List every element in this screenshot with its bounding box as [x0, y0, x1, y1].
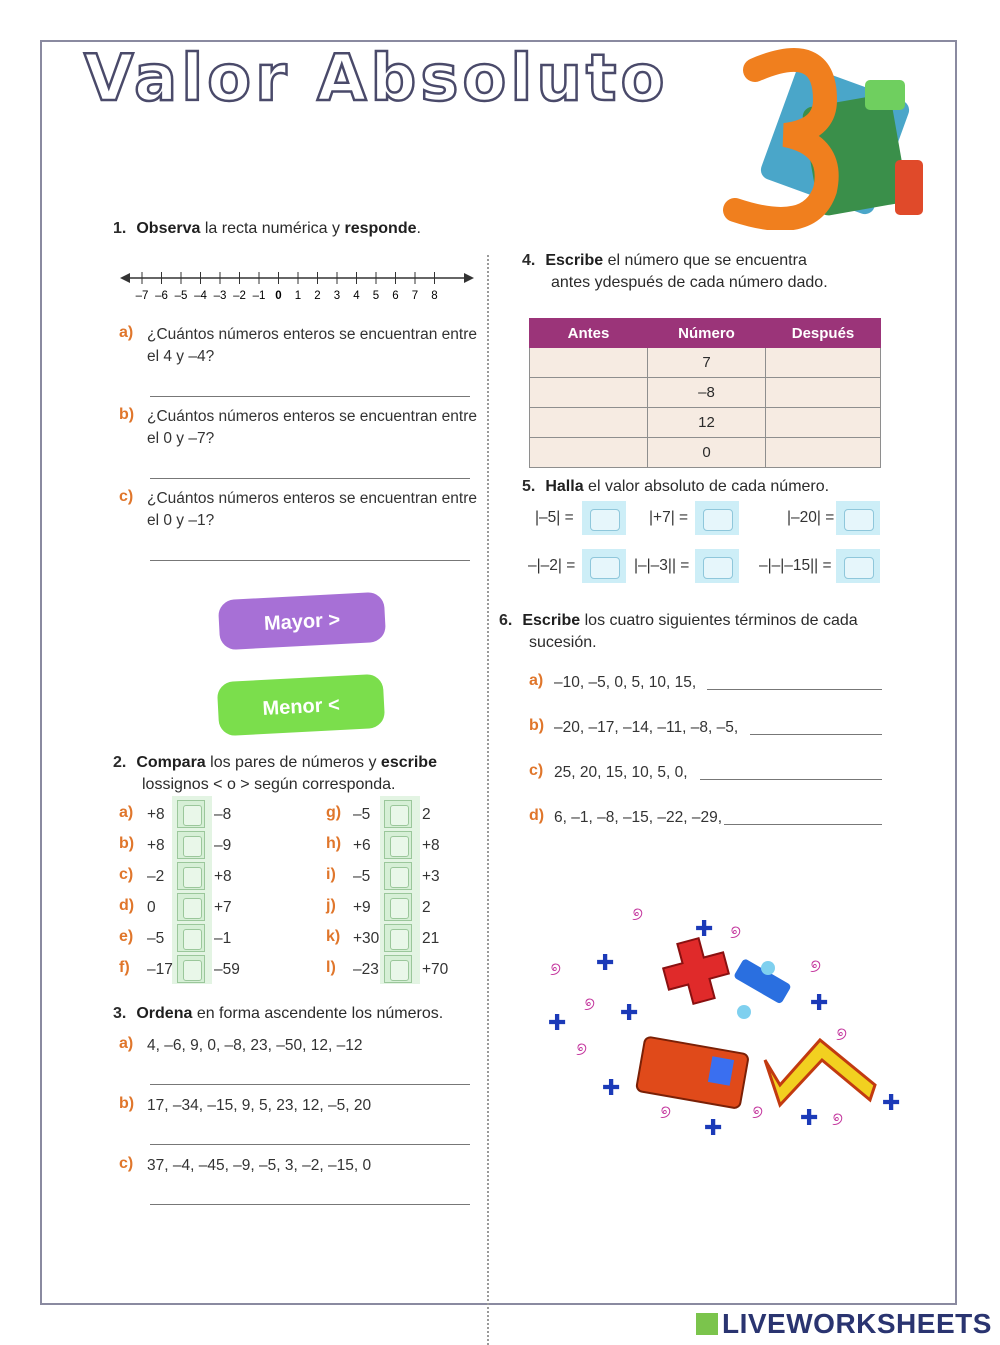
despues-cell[interactable] [766, 438, 881, 468]
tick-label: 8 [431, 290, 438, 302]
tick-label: –1 [252, 290, 266, 302]
svg-text:✚: ✚ [596, 951, 615, 976]
q6-answer-line[interactable] [750, 734, 882, 735]
q2-heading: 2. Compara los pares de números y escribe [113, 754, 437, 771]
tick-label: 3 [333, 290, 341, 302]
svg-text:୭: ୭ [752, 1102, 764, 1123]
q2-item-letter: g) [326, 804, 342, 821]
page-title: Valor Absoluto [84, 42, 669, 116]
svg-text:୭: ୭ [660, 1102, 672, 1123]
q2-item-letter: d) [119, 897, 135, 914]
tick-label: –5 [174, 290, 188, 302]
header-despues: Después [766, 319, 881, 348]
q2-number-a: +30 [353, 930, 380, 947]
q6-subheading: sucesión. [529, 634, 597, 651]
q6-item-letter: b) [529, 717, 545, 734]
q3-item-numbers: 17, –34, –15, 9, 5, 23, 12, –5, 20 [147, 1097, 372, 1114]
q6-answer-line[interactable] [724, 824, 882, 825]
q1-heading: 1. Observa la recta numérica y responde. [113, 220, 421, 237]
q5-answer-box[interactable] [695, 501, 739, 535]
svg-text:୭: ୭ [730, 922, 742, 943]
q2-number-b: +7 [214, 899, 232, 916]
tick-label: 0 [275, 290, 282, 302]
tick-label: –7 [135, 290, 149, 302]
tick-label: 5 [372, 290, 380, 302]
q2-item-letter: a) [119, 804, 134, 821]
q1-answer-line[interactable] [150, 396, 470, 397]
number-cell: 0 [648, 438, 766, 468]
q2-sign-box[interactable] [384, 893, 412, 921]
brand-icon [696, 1313, 718, 1335]
q5-expression: |–|–3|| = [634, 557, 690, 574]
q2-item-letter: l) [326, 959, 336, 976]
q2-number-a: +9 [353, 899, 371, 916]
q4-subheading: antes ydespués de cada número dado. [551, 274, 828, 291]
svg-text:✚: ✚ [548, 1011, 567, 1036]
q2-item-letter: c) [119, 866, 134, 883]
svg-text:୭: ୭ [550, 959, 562, 980]
q2-sign-box[interactable] [384, 955, 412, 983]
number-cell: 7 [648, 348, 766, 378]
q2-number-b: –59 [214, 961, 240, 978]
q2-sign-box[interactable] [177, 955, 205, 983]
mayor-label: Mayor > [218, 592, 386, 651]
header-numero: Número [648, 319, 766, 348]
q2-number-a: +8 [147, 837, 165, 854]
q2-number-b: 2 [422, 899, 431, 916]
math-clipart [540, 900, 910, 1140]
q2-number-b: +70 [422, 961, 449, 978]
q5-expression: –|–2| = [528, 557, 576, 574]
q2-item-letter: k) [326, 928, 341, 945]
tick-label: 2 [314, 290, 321, 302]
number-cell: –8 [648, 378, 766, 408]
q2-number-a: 0 [147, 899, 156, 916]
q6-sequence: –20, –17, –14, –11, –8, –5, [554, 719, 739, 736]
svg-text:✚: ✚ [882, 1091, 901, 1116]
numbers-illustration [715, 40, 935, 230]
antes-cell[interactable] [530, 378, 648, 408]
q3-item-numbers: 4, –6, 9, 0, –8, 23, –50, 12, –12 [147, 1037, 363, 1054]
q1-answer-line[interactable] [150, 560, 470, 561]
antes-cell[interactable] [530, 438, 648, 468]
q2-number-a: +8 [147, 806, 165, 823]
q3-item-letter: b) [119, 1095, 135, 1112]
q2-number-b: 2 [422, 806, 431, 823]
q2-number-a: –17 [147, 961, 173, 978]
despues-cell[interactable] [766, 378, 881, 408]
q6-sequence: 25, 20, 15, 10, 5, 0, [554, 764, 688, 781]
q5-answer-box[interactable] [582, 501, 626, 535]
q6-sequence: 6, –1, –8, –15, –22, –29, [554, 809, 723, 826]
q2-item-letter: e) [119, 928, 134, 945]
svg-text:୭: ୭ [584, 994, 596, 1015]
q5-expression: |–20| = [787, 509, 835, 526]
q2-sign-box[interactable] [384, 831, 412, 859]
q5-answer-box[interactable] [836, 549, 880, 583]
tick-label: –2 [233, 290, 246, 302]
menor-label: Menor < [217, 674, 386, 737]
tick-label: 6 [392, 290, 399, 302]
q6-answer-line[interactable] [700, 779, 882, 780]
q2-number-b: –8 [214, 806, 232, 823]
q2-number-b: +8 [422, 837, 440, 854]
q2-number-b: +3 [422, 868, 440, 885]
q2-item-letter: f) [119, 959, 130, 976]
svg-text:✚: ✚ [620, 1001, 639, 1026]
column-divider [487, 255, 489, 1345]
q1-item-letter: a) [119, 324, 134, 341]
q1-item-question: ¿Cuántos números enteros se encuentran entre [147, 408, 477, 425]
q6-answer-line[interactable] [707, 689, 882, 690]
q1-answer-line[interactable] [150, 478, 470, 479]
despues-cell[interactable] [766, 348, 881, 378]
antes-cell[interactable] [530, 348, 648, 378]
q2-sign-box[interactable] [177, 862, 205, 890]
q2-number-b: –9 [214, 837, 232, 854]
q6-heading: 6. Escribe los cuatro siguientes términos de cada [499, 612, 858, 629]
q1-item-question-line2: el 0 y –1? [147, 512, 215, 529]
despues-cell[interactable] [766, 408, 881, 438]
tick-label: –3 [213, 290, 227, 302]
q4-heading: 4. Escribe el número que se encuentra [522, 252, 807, 269]
q1-item-question-line2: el 4 y –4? [147, 348, 215, 365]
q2-sign-box[interactable] [384, 862, 412, 890]
q2-number-b: +8 [214, 868, 232, 885]
q5-answer-box[interactable] [695, 549, 739, 583]
tick-label: –6 [155, 290, 168, 302]
q3-answer-line[interactable] [150, 1144, 470, 1145]
svg-text:✚: ✚ [602, 1076, 621, 1101]
header-antes: Antes [530, 319, 648, 348]
svg-text:୭: ୭ [836, 1024, 848, 1045]
q2-number-b: 21 [422, 930, 440, 947]
q2-item-letter: i) [326, 866, 336, 883]
q6-item-letter: d) [529, 807, 545, 824]
q2-sign-box[interactable] [177, 831, 205, 859]
q6-sequence: –10, –5, 0, 5, 10, 15, [554, 674, 697, 691]
q3-heading: 3. Ordena en forma ascendente los números. [113, 1005, 444, 1022]
q2-number-a: –2 [147, 868, 165, 885]
q2-item-letter: b) [119, 835, 135, 852]
tick-label: 7 [411, 290, 419, 302]
svg-text:✚: ✚ [810, 991, 829, 1016]
q3-item-numbers: 37, –4, –45, –9, –5, 3, –2, –15, 0 [147, 1157, 372, 1174]
tick-label: 4 [353, 290, 360, 302]
antes-cell[interactable] [530, 408, 648, 438]
before-after-table [529, 318, 881, 468]
q1-item-question-line2: el 0 y –7? [147, 430, 215, 447]
q3-answer-line[interactable] [150, 1204, 470, 1205]
q1-item-question: ¿Cuántos números enteros se encuentran entre [147, 326, 477, 343]
q6-item-letter: a) [529, 672, 544, 689]
q2-sign-box[interactable] [177, 800, 205, 828]
q1-item-question: ¿Cuántos números enteros se encuentran entre [147, 490, 477, 507]
tick-label: –4 [194, 290, 207, 302]
svg-text:✚: ✚ [695, 917, 714, 942]
svg-text:୭: ୭ [632, 904, 644, 925]
footer-brand: LIVEWORKSHEETS [696, 1308, 992, 1340]
q1-item-letter: c) [119, 488, 134, 505]
q5-expression: –|–|–15|| = [759, 557, 832, 574]
q3-answer-line[interactable] [150, 1084, 470, 1085]
q2-number-a: –23 [353, 961, 379, 978]
svg-text:୭: ୭ [832, 1109, 844, 1130]
q2-number-a: –5 [353, 868, 371, 885]
q2-sign-box[interactable] [177, 924, 205, 952]
number-cell: 12 [648, 408, 766, 438]
q5-answer-box[interactable] [836, 501, 880, 535]
svg-text:୭: ୭ [576, 1039, 588, 1060]
tick-label: 1 [294, 290, 302, 302]
q6-item-letter: c) [529, 762, 544, 779]
q2-item-letter: j) [326, 897, 336, 914]
q3-item-letter: c) [119, 1155, 134, 1172]
q1-item-letter: b) [119, 406, 135, 423]
q2-sign-box[interactable] [384, 800, 412, 828]
q2-item-letter: h) [326, 835, 342, 852]
svg-text:✚: ✚ [704, 1116, 723, 1140]
q2-number-a: +6 [353, 837, 371, 854]
q2-number-a: –5 [147, 930, 165, 947]
q3-item-letter: a) [119, 1035, 134, 1052]
q2-number-a: –5 [353, 806, 371, 823]
svg-text:୭: ୭ [810, 956, 822, 977]
q2-sign-box[interactable] [177, 893, 205, 921]
q5-heading: 5. Halla el valor absoluto de cada número. [522, 478, 830, 495]
q5-expression: |–5| = [535, 509, 574, 526]
q5-answer-box[interactable] [582, 549, 626, 583]
number-line [120, 266, 480, 306]
q2-subheading: lossignos < o > según corresponda. [142, 776, 396, 793]
svg-text:✚: ✚ [800, 1106, 819, 1131]
q5-expression: |+7| = [649, 509, 689, 526]
q2-sign-box[interactable] [384, 924, 412, 952]
q2-number-b: –1 [214, 930, 232, 947]
